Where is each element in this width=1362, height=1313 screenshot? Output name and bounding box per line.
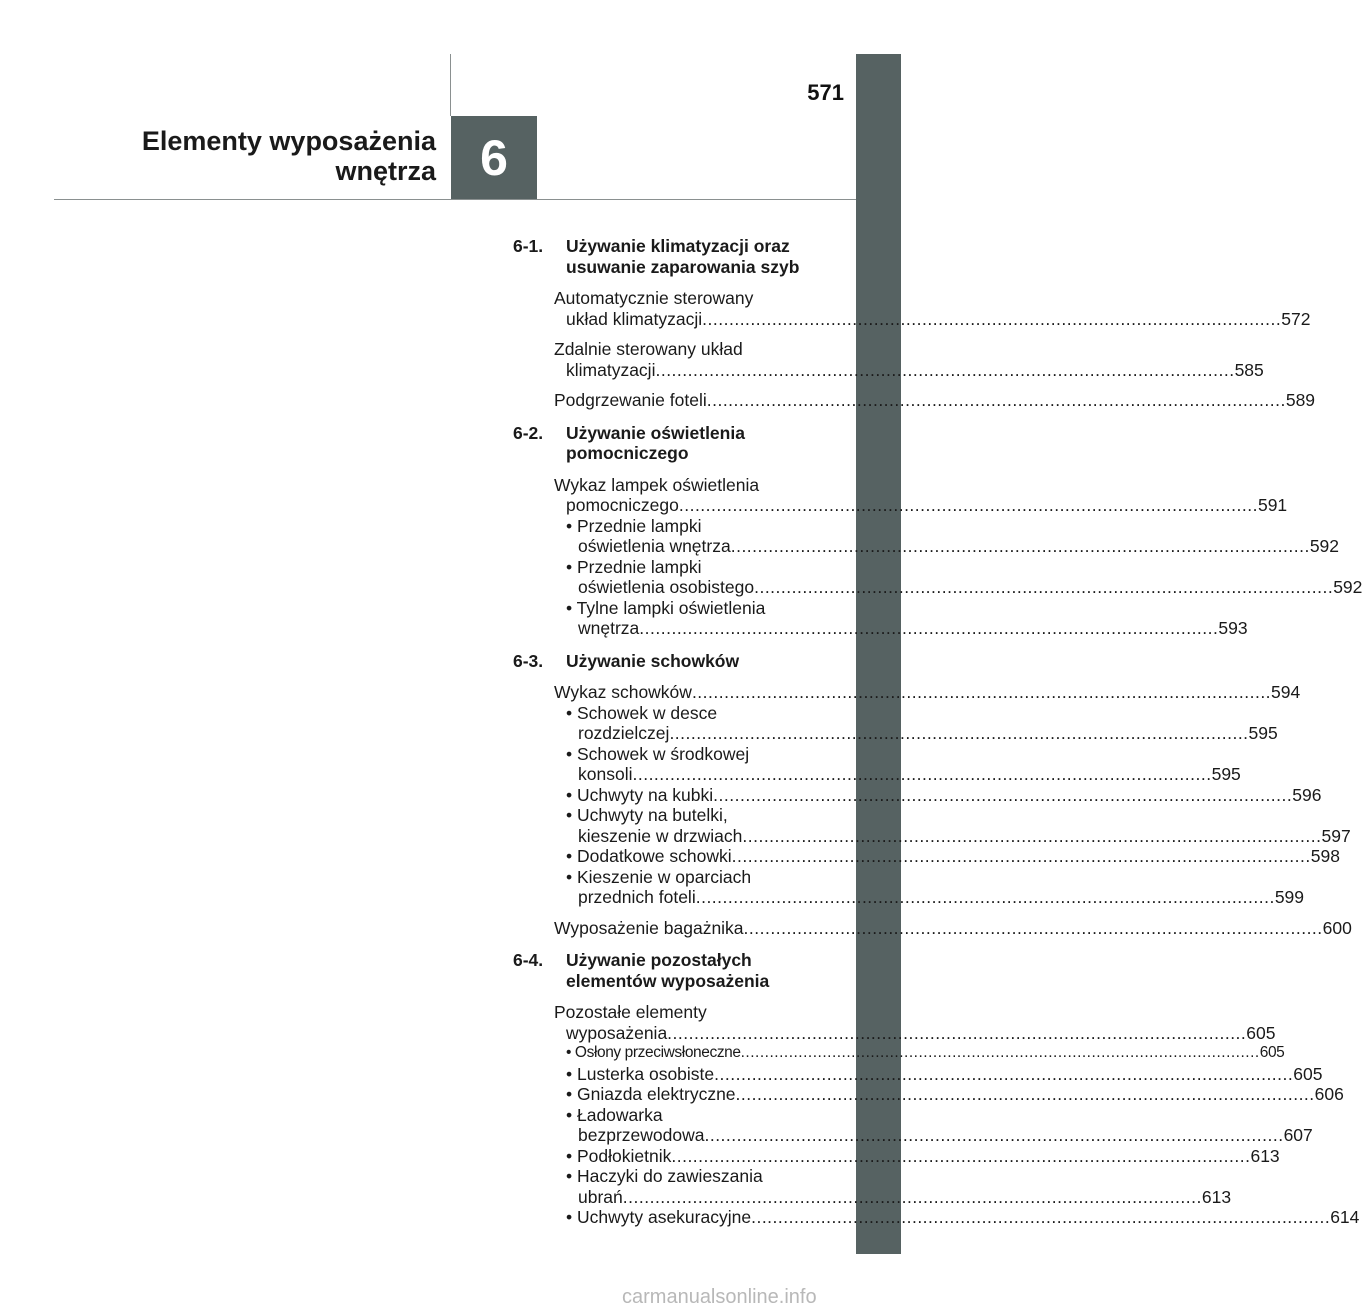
toc-sub-entry[interactable] <box>554 597 1248 639</box>
header-rule <box>54 199 856 200</box>
section-number: 6-1. <box>513 236 544 256</box>
entry-page: 589 <box>1285 390 1316 410</box>
entry-page: 613 <box>1250 1145 1280 1166</box>
section-heading[interactable] <box>513 950 829 991</box>
toc-entry[interactable] <box>554 288 1311 329</box>
chapter-title-line2: wnętrza <box>335 156 436 186</box>
entry-page: 607 <box>1283 1125 1313 1145</box>
toc-sub-entry[interactable] <box>554 1166 1232 1207</box>
chapter-number-box <box>451 116 537 199</box>
section-heading[interactable] <box>513 236 829 277</box>
entry-text: bezprzewodowa <box>578 1125 705 1145</box>
toc-section-6-1 <box>513 236 1316 411</box>
entry-text: Wyposażenie bagażnika <box>554 917 744 938</box>
toc-sub-entry[interactable] <box>554 866 1305 908</box>
section-number: 6-3. <box>513 650 544 671</box>
entry-text: oświetlenia osobistego <box>578 577 755 597</box>
entry-text: • Tylne lampki oświetlenia <box>566 597 766 618</box>
section-title: Używanie pozostałych elementów wyposażenia <box>566 950 770 991</box>
entry-text: • Kieszenie w oparciach <box>566 866 752 887</box>
entry-page: 593 <box>1218 618 1248 638</box>
entry-text: Podgrzewanie foteli <box>554 390 707 410</box>
toc-sub-entry[interactable] <box>554 805 1351 846</box>
entry-text: układ klimatyzacji <box>566 308 703 329</box>
entry-text: klimatyzacji <box>566 359 656 380</box>
entry-page: 605 <box>1293 1063 1323 1084</box>
entry-page: 600 <box>1322 917 1352 938</box>
toc-sub-entry[interactable] <box>554 1207 1360 1228</box>
chapter-title <box>116 126 436 186</box>
entry-text: • Ładowarka <box>566 1104 663 1125</box>
entry-text: • Przednie lampki <box>566 515 702 536</box>
entry-page: 597 <box>1321 825 1351 846</box>
entry-text: • Gniazda elektryczne <box>566 1084 736 1104</box>
entry-text: • Podłokietnik <box>566 1145 672 1166</box>
entry-page: 606 <box>1314 1084 1344 1104</box>
entry-text: pomocniczego <box>566 495 679 515</box>
watermark: carmanualsonline.info <box>622 1286 817 1308</box>
toc-entry[interactable] <box>554 1002 1360 1228</box>
entry-page: 605 <box>1259 1044 1285 1061</box>
entry-text: Automatycznie sterowany <box>554 288 754 308</box>
section-title: Używanie klimatyzacji oraz usuwanie zaparowania szyb <box>566 236 800 277</box>
entry-text: • Schowek w desce <box>566 702 718 723</box>
section-number: 6-4. <box>513 950 544 970</box>
toc-section-6-3 <box>513 650 1352 939</box>
entry-text: wnętrza <box>578 618 640 638</box>
entry-text: Wykaz lampek oświetlenia <box>554 474 760 495</box>
entry-page: 599 <box>1274 887 1305 907</box>
entry-text: • Lusterka osobiste <box>566 1063 715 1084</box>
toc-sub-entry[interactable] <box>554 515 1340 557</box>
toc-sub-entry[interactable] <box>554 784 1322 806</box>
entry-page: 594 <box>1271 682 1301 702</box>
toc-entry[interactable] <box>554 474 1362 639</box>
toc-entry[interactable] <box>554 682 1351 908</box>
toc-sub-entry[interactable] <box>554 556 1362 598</box>
entry-text: wyposażenia <box>566 1022 668 1043</box>
entry-page: 595 <box>1211 764 1241 784</box>
table-of-contents <box>513 236 1362 1240</box>
toc-entry[interactable] <box>554 917 1352 939</box>
entry-text: Wykaz schowków <box>554 682 692 702</box>
entry-page: 598 <box>1310 846 1340 866</box>
toc-entry[interactable] <box>554 390 1316 411</box>
entry-page: 613 <box>1201 1186 1232 1207</box>
entry-text: • Uchwyty asekuracyjne <box>566 1207 752 1227</box>
entry-page: 605 <box>1246 1022 1276 1043</box>
section-title: Używanie schowków <box>566 650 740 671</box>
entry-page: 592 <box>1309 536 1340 556</box>
entry-text: rozdzielczej <box>578 723 670 743</box>
section-heading[interactable] <box>513 651 829 672</box>
toc-sub-entry[interactable] <box>554 1063 1323 1085</box>
entry-text: • Uchwyty na kubki <box>566 784 714 805</box>
entry-page: 585 <box>1234 359 1264 380</box>
entry-text: • Schowek w środkowej <box>566 743 750 764</box>
entry-text: Pozostałe elementy <box>554 1002 707 1022</box>
toc-sub-entry[interactable] <box>554 846 1340 867</box>
entry-text: kieszenie w drzwiach <box>578 825 743 846</box>
toc-sub-entry[interactable] <box>554 1043 1285 1064</box>
page-number: 571 <box>807 80 844 105</box>
toc-sub-entry[interactable] <box>554 1145 1280 1167</box>
section-heading[interactable] <box>513 423 829 464</box>
entry-page: 591 <box>1257 495 1288 515</box>
entry-text: konsoli <box>578 764 633 784</box>
entry-text: oświetlenia wnętrza <box>578 536 731 556</box>
header-divider <box>450 54 451 116</box>
toc-section-6-2 <box>513 422 1362 639</box>
entry-page: 596 <box>1292 784 1322 805</box>
entry-text: Zdalnie sterowany układ <box>554 339 743 359</box>
entry-page: 595 <box>1248 723 1278 743</box>
entry-text: • Haczyki do zawieszania <box>566 1166 763 1186</box>
entry-page: 592 <box>1333 577 1362 597</box>
chapter-title-line1: Elementy wyposażenia <box>141 126 436 156</box>
toc-entry[interactable] <box>554 339 1264 380</box>
entry-page: 572 <box>1281 308 1311 329</box>
toc-sub-entry[interactable] <box>554 743 1241 785</box>
entry-text: ubrań <box>578 1186 623 1207</box>
entry-page: 614 <box>1330 1207 1360 1227</box>
entry-text: • Dodatkowe schowki <box>566 846 732 866</box>
chapter-number: 6 <box>480 129 508 186</box>
toc-sub-entry[interactable] <box>554 1084 1344 1105</box>
entry-text: • Osłony przeciwsłoneczne <box>566 1044 741 1061</box>
toc-sub-entry[interactable] <box>554 1104 1313 1146</box>
entry-text: przednich foteli <box>578 887 696 907</box>
toc-section-6-4 <box>513 950 1360 1228</box>
entry-text: • Uchwyty na butelki, <box>566 805 728 825</box>
toc-sub-entry[interactable] <box>554 702 1278 744</box>
section-number: 6-2. <box>513 422 544 443</box>
section-title: Używanie oświetlenia pomocniczego <box>566 422 745 463</box>
entry-text: • Przednie lampki <box>566 556 702 577</box>
